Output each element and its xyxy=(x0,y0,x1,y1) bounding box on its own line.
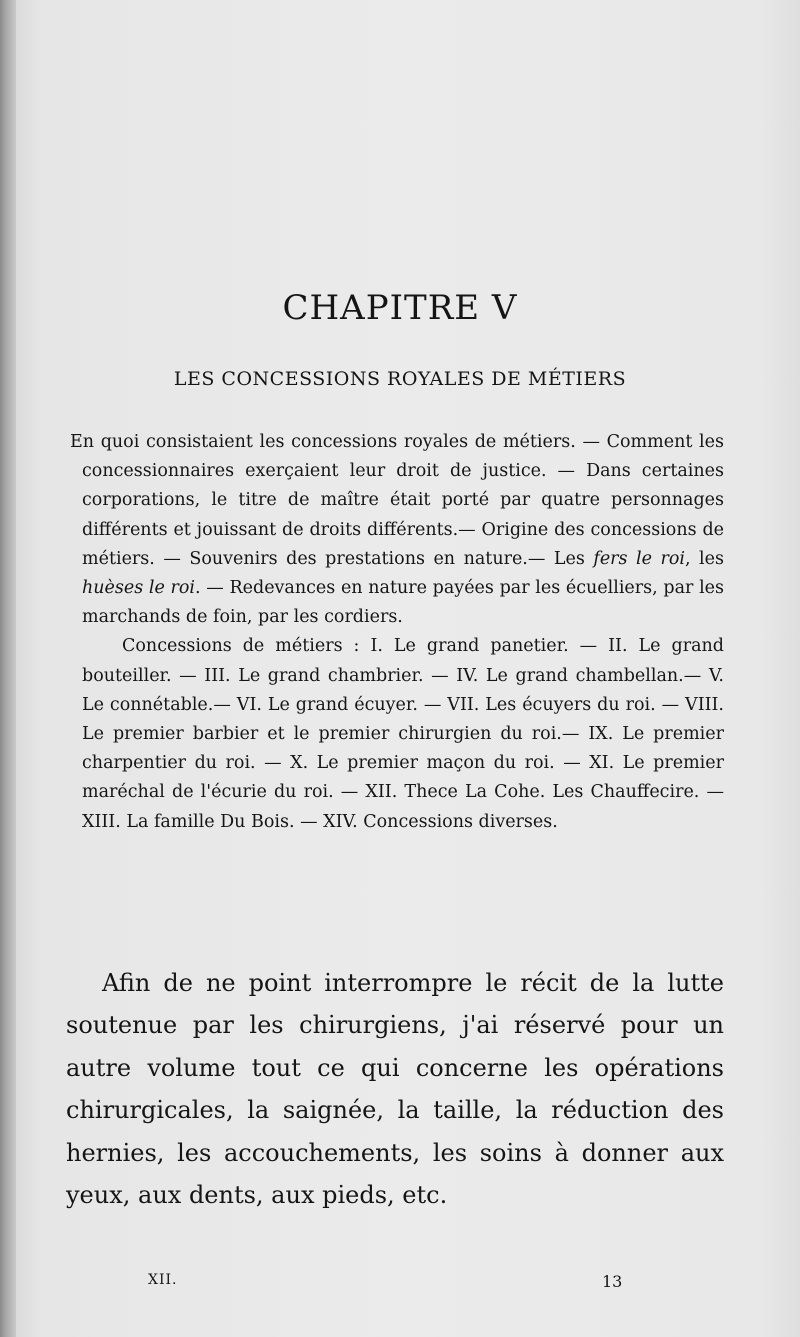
page-number: 13 xyxy=(602,1272,623,1291)
signature-mark: XII. xyxy=(148,1272,178,1288)
chapter-subtitle: LES CONCESSIONS ROYALES DE MÉTIERS xyxy=(173,368,627,390)
summary-text: , les xyxy=(684,548,724,569)
body-paragraph: Afin de ne point interrompre le récit de la lutte soutenue par les chirurgiens, j'ai réservé pour un autre volume tout ce qui concerne les opérations chirurgicales, la saignée, la taille, la réduction des hernies, les accouchements, les soins à donner aux yeux, aux dents, aux pieds, etc. xyxy=(66,969,724,1210)
summary-italic-term: huèses le roi xyxy=(82,578,196,599)
summary-paragraph-1 xyxy=(70,428,724,632)
chapter-title: CHAPITRE V xyxy=(282,288,518,328)
summary-text: . — Redevances en nature payées par les écuelliers, par les marchands de foin, par les cordiers. xyxy=(82,578,724,628)
summary-italic-term: fers le roi xyxy=(593,548,685,569)
summary-paragraph-2: Concessions de métiers : I. Le grand panetier. — II. Le grand bouteiller. — III. Le grand chambrier. — IV. Le grand chambellan.— V. Le connétable.— VI. Le grand écuyer. — VII. Les écuyers du roi. — VIII. Le premier barbier et le premier chirurgien du roi.— IX. Le premier charpentier du roi. — X. Le premier maçon du roi. — XI. Le premier maréchal de l'écurie du roi. — XII. Thece La Cohe. Les Chauffecire. —XIII. La famille Du Bois. — XIV. Concessions diverses. xyxy=(82,636,724,832)
chapter-summary xyxy=(70,428,724,837)
summary-text: En quoi consistaient les concessions royales de métiers. — Comment les concessionnaires exerçaient leur droit de justice. — Dans certaines corporations, le titre de maître était porté par quatre personnages différents et jouissant de droits différents.— Origine des concessions de métiers. — Souvenirs des prestations en nature.— Les xyxy=(70,432,724,569)
page-binding-shadow xyxy=(0,0,16,1337)
